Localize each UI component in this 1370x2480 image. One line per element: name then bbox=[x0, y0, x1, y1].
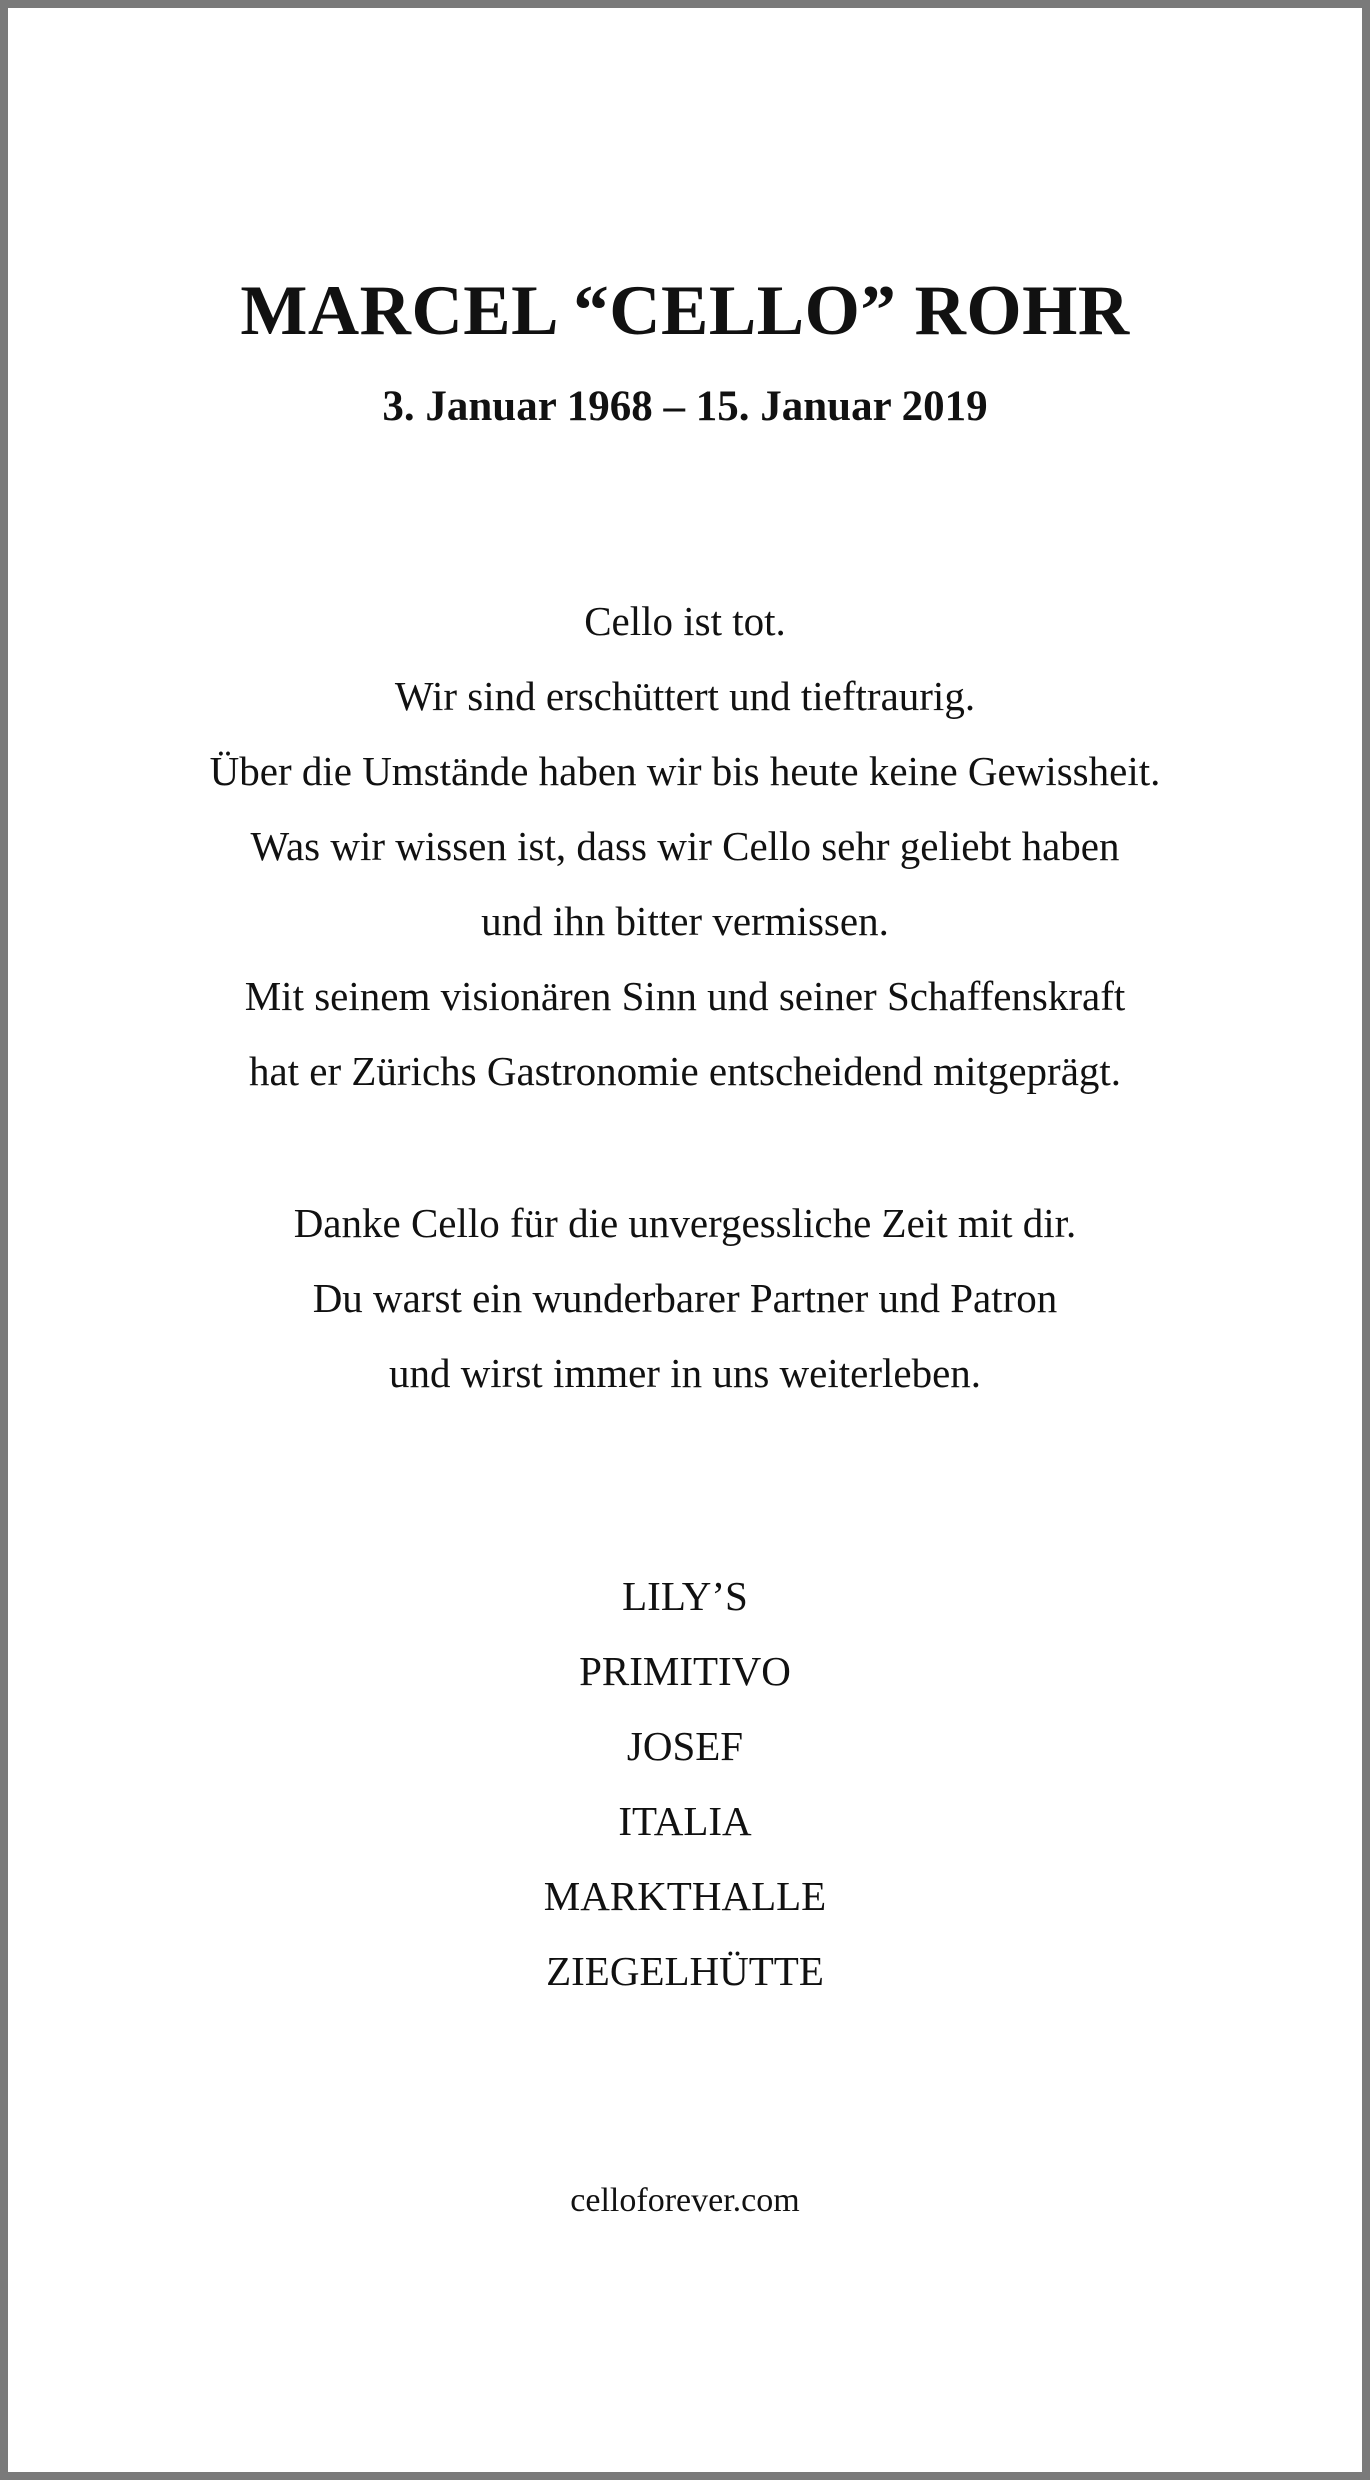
tribute-line: Was wir wissen ist, dass wir Cello sehr geliebt haben bbox=[250, 823, 1120, 869]
tribute-line: hat er Zürichs Gastronomie entscheidend mitgeprägt. bbox=[248, 1048, 1122, 1094]
tribute-paragraph-1 bbox=[16, 584, 1354, 1109]
restaurant-name: MARKTHALLE bbox=[543, 1873, 827, 1919]
life-dates: 3. Januar 1968 – 15. Januar 2019 bbox=[382, 383, 988, 430]
restaurant-name: ITALIA bbox=[618, 1798, 752, 1844]
tribute-line: und wirst immer in uns weiterleben. bbox=[388, 1350, 982, 1396]
tribute-line: Du warst ein wunderbarer Partner und Patron bbox=[312, 1275, 1058, 1321]
deceased-name: MARCEL “CELLO” ROHR bbox=[240, 272, 1130, 350]
tribute-line: Cello ist tot. bbox=[584, 598, 786, 644]
restaurant-list bbox=[16, 1559, 1354, 2009]
restaurant-name: JOSEF bbox=[626, 1723, 744, 1769]
tribute-line: und ihn bitter vermissen. bbox=[481, 898, 889, 944]
tribute-line: Danke Cello für die unvergessliche Zeit mit dir. bbox=[293, 1200, 1077, 1246]
tribute-line: Über die Umstände haben wir bis heute keine Gewissheit. bbox=[209, 748, 1161, 794]
restaurant-name: ZIEGELHÜTTE bbox=[546, 1948, 824, 1994]
tribute-paragraph-2 bbox=[16, 1186, 1354, 1411]
restaurant-name: PRIMITIVO bbox=[579, 1648, 791, 1694]
restaurant-name: LILY’S bbox=[622, 1573, 748, 1619]
tribute-line: Mit seinem visionären Sinn und seiner Schaffenskraft bbox=[244, 973, 1126, 1019]
tribute-line: Wir sind erschüttert und tieftraurig. bbox=[394, 673, 976, 719]
website-url: celloforever.com bbox=[570, 2182, 800, 2219]
